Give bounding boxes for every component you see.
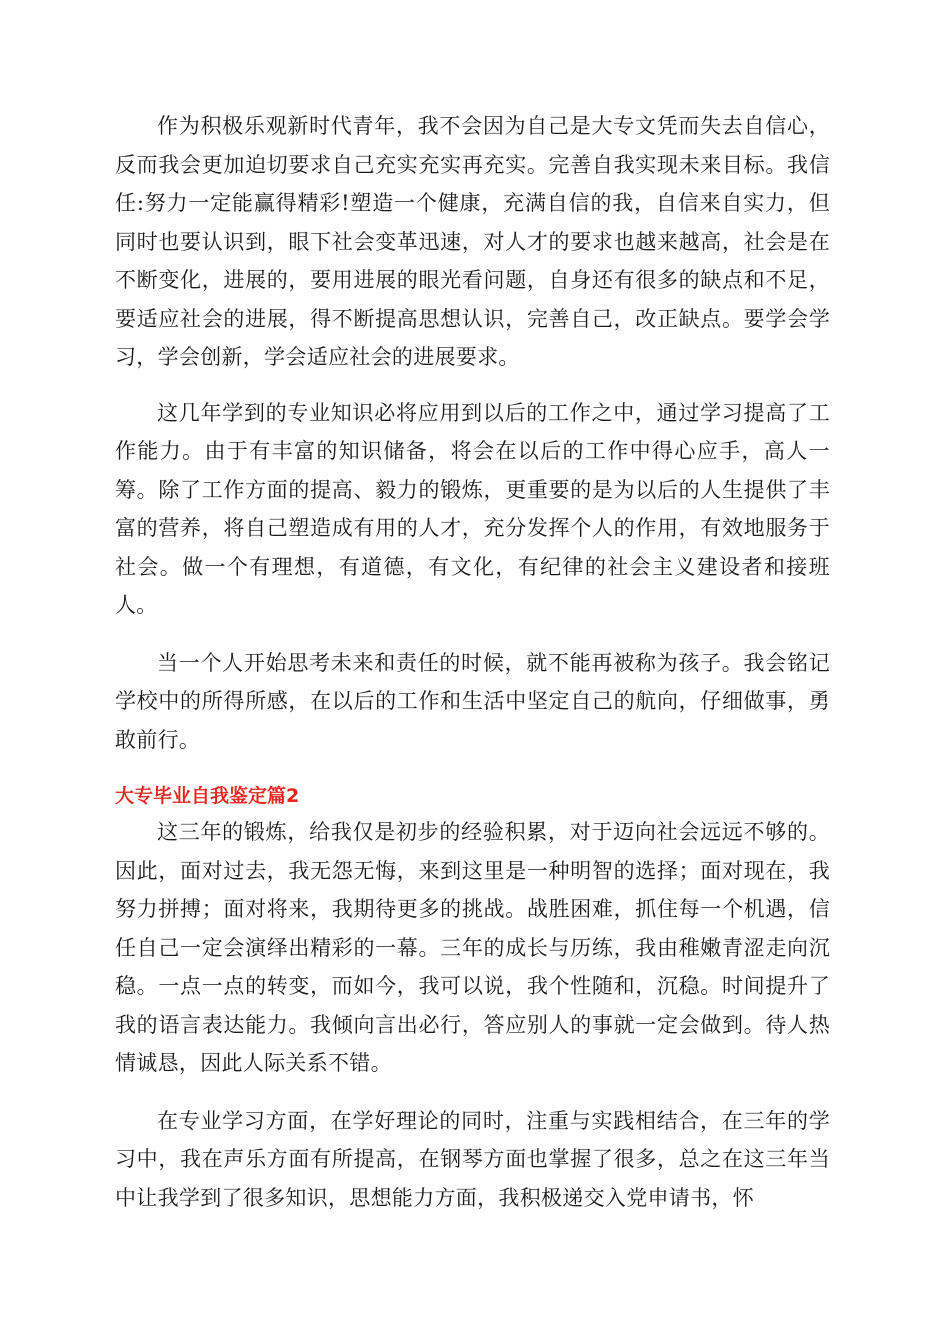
document-body <box>115 107 830 1217</box>
paragraph-2: 这几年学到的专业知识必将应用到以后的工作之中，通过学习提高了工作能力。由于有丰富的知识储备，将会在以后的工作中得心应手，高人一筹。除了工作方面的提高、毅力的锻炼，更重要的是为以后的人生提供了丰富的营养，将自己塑造成有用的人才，充分发挥个人的作用，有效地服务于社会。做一个有理想，有道德，有文化，有纪律的社会主义建设者和接班人。 <box>115 400 830 617</box>
section-paragraph-1: 这三年的锻炼，给我仅是初步的经验积累，对于迈向社会远远不够的。因此，面对过去，我无怨无悔，来到这里是一种明智的选择；面对现在，我努力拼搏；面对将来，我期待更多的挑战。战胜困难，抓住每一个机遇，信任自己一定会演绎出精彩的一幕。三年的成长与历练，我由稚嫩青涩走向沉稳。一点一点的转变，而如今，我可以说，我个性随和，沉稳。时间提升了我的语言表达能力。我倾向言出必行，答应别人的事就一定会做到。待人热情诚恳，因此人际关系不错。 <box>115 820 830 1075</box>
section-paragraph-2: 在专业学习方面，在学好理论的同时，注重与实践相结合，在三年的学习中，我在声乐方面有所提高，在钢琴方面也掌握了很多，总之在这三年当中让我学到了很多知识，思想能力方面，我积极递交入党申请书，怀 <box>115 1108 830 1210</box>
paragraph-1: 作为积极乐观新时代青年，我不会因为自己是大专文凭而失去自信心，反而我会更加迫切要求自己充实充实再充实。完善自我实现未来目标。我信任:努力一定能赢得精彩!塑造一个健康，充满自信的我，自信来自实力，但同时也要认识到，眼下社会变革迅速，对人才的要求也越来越高，社会是在不断变化，进展的，要用进展的眼光看问题，自身还有很多的缺点和不足，要适应社会的进展，得不断提高思想认识，完善自己，改正缺点。要学会学习，学会创新，学会适应社会的进展要求。 <box>115 114 830 369</box>
paragraph-3: 当一个人开始思考未来和责任的时候，就不能再被称为孩子。我会铭记学校中的所得所感，在以后的工作和生活中坚定自己的航向，仔细做事，勇敢前行。 <box>115 650 830 752</box>
section-heading: 大专毕业自我鉴定篇2 <box>115 785 300 807</box>
